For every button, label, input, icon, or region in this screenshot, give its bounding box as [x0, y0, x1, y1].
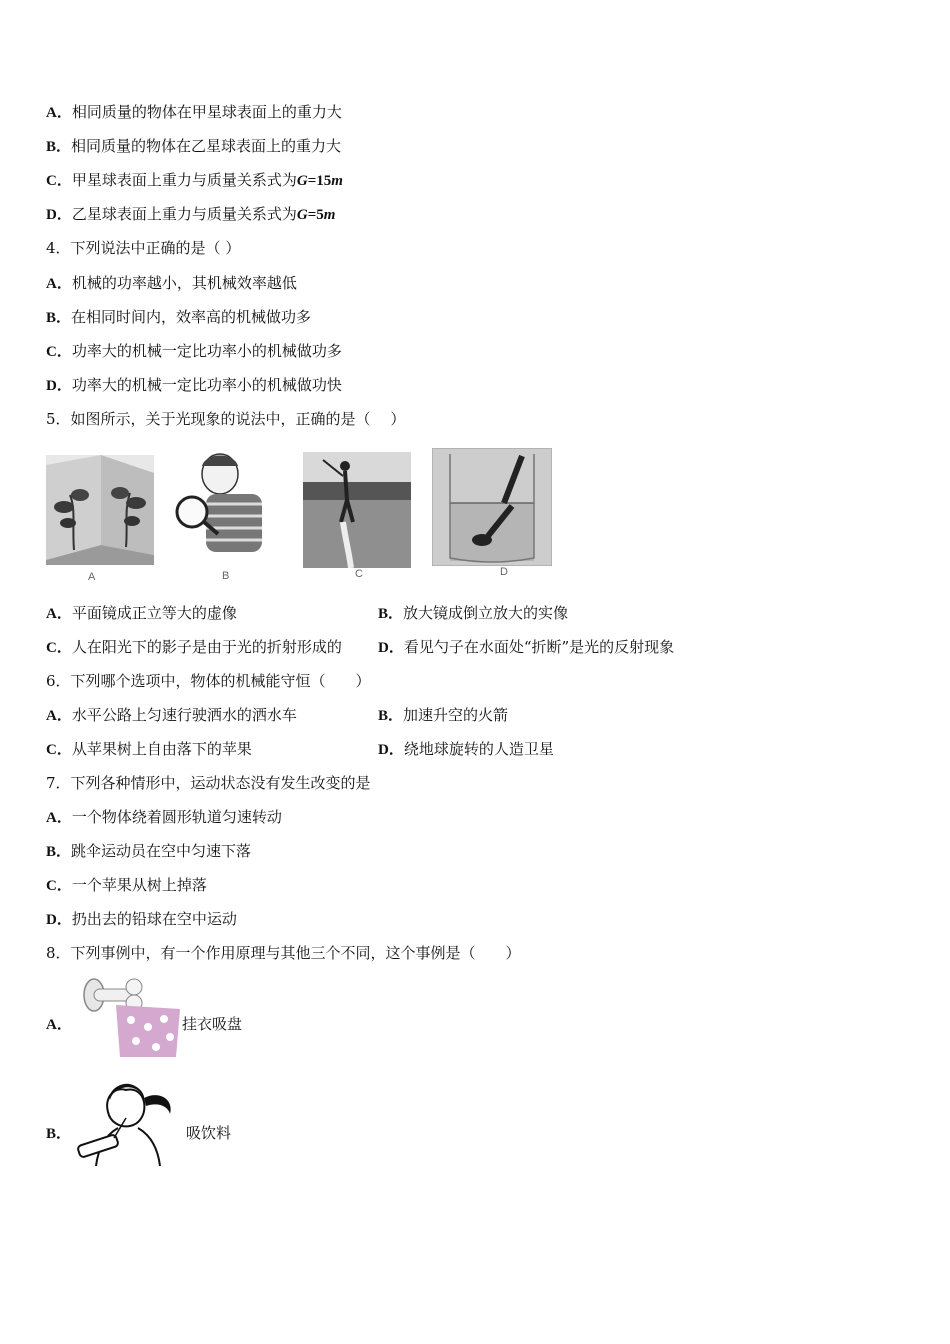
q7-stem: 7．下列各种情形中，运动状态没有发生改变的是	[46, 774, 371, 792]
q6-option-b	[378, 705, 508, 726]
q6-stem: 6．下列哪个选项中，物体的机械能守恒（ ）	[46, 672, 371, 690]
option-text: 甲星球表面上重力与质量关系式为	[71, 171, 297, 189]
q7-option-d	[46, 909, 237, 930]
option-text: 在相同时间内，效率高的机械做功多	[71, 308, 312, 326]
option-label: C．	[46, 742, 72, 758]
girl-drinking-illustration	[74, 1080, 184, 1170]
q4-option-b	[46, 307, 311, 328]
option-label: B．	[46, 1126, 72, 1142]
formula-g: G	[296, 173, 308, 189]
option-label: C．	[46, 173, 72, 189]
figure-d-spoon-in-water	[432, 448, 552, 578]
formula-g: G	[296, 207, 308, 223]
q4-option-a	[46, 273, 297, 294]
option-text: 功率大的机械一定比功率小的机械做功快	[71, 376, 342, 394]
suction-hook-towel-illustration	[76, 975, 181, 1059]
option-label: B．	[46, 310, 72, 326]
option-text: 看见勺子在水面处“折断”是光的反射现象	[403, 638, 675, 656]
option-text: 相同质量的物体在乙星球表面上的重力大	[71, 137, 342, 155]
q6-option-d	[378, 739, 554, 760]
option-label: B．	[46, 139, 72, 155]
option-text: 放大镜成倒立放大的实像	[403, 604, 569, 622]
q4-stem: 4．下列说法中正确的是（ ）	[46, 239, 241, 257]
q5-stem: 5．如图所示，关于光现象的说法中，正确的是（ ）	[46, 410, 406, 428]
option-text: 功率大的机械一定比功率小的机械做功多	[71, 342, 342, 360]
option-label: D．	[378, 742, 404, 758]
q8-option-b-label	[46, 1123, 71, 1144]
option-label: A．	[46, 606, 72, 622]
q3-option-b	[46, 136, 341, 157]
option-label: B．	[378, 606, 404, 622]
option-label: D．	[378, 640, 404, 656]
q8-option-a-text: 挂衣吸盘	[182, 1015, 243, 1033]
q5-option-c	[46, 637, 342, 658]
q6-option-a	[46, 705, 297, 726]
formula-rest: =5	[307, 207, 324, 223]
q4-option-c	[46, 341, 342, 362]
formula-rest: =15	[307, 173, 332, 189]
q5-option-b	[378, 603, 568, 624]
option-label: C．	[46, 640, 72, 656]
figure-a-plant-mirror	[46, 455, 154, 583]
q8-option-b-text: 吸饮料	[186, 1124, 232, 1142]
q7-option-b	[46, 841, 251, 862]
option-label: D．	[46, 207, 72, 223]
q3-option-a	[46, 102, 342, 123]
q5-option-d	[378, 637, 674, 658]
option-text: 扔出去的铅球在空中运动	[71, 910, 237, 928]
figure-label: D	[500, 566, 508, 578]
option-text: 人在阳光下的影子是由于光的折射形成的	[71, 638, 342, 656]
option-label: A．	[46, 810, 72, 826]
option-text: 一个苹果从树上掉落	[71, 876, 207, 894]
option-text: 相同质量的物体在甲星球表面上的重力大	[71, 103, 342, 121]
option-text: 机械的功率越小，其机械效率越低	[71, 274, 297, 292]
q8-stem: 8．下列事例中，有一个作用原理与其他三个不同，这个事例是（ ）	[46, 944, 521, 962]
option-text: 绕地球旋转的人造卫星	[403, 740, 554, 758]
figure-label: C	[355, 568, 363, 580]
option-label: A．	[46, 1017, 72, 1033]
option-label: C．	[46, 878, 72, 894]
formula-m: m	[323, 207, 336, 223]
option-text: 从苹果树上自由落下的苹果	[71, 740, 252, 758]
option-text: 一个物体绕着圆形轨道匀速转动	[71, 808, 282, 826]
option-text: 平面镜成正立等大的虚像	[71, 604, 237, 622]
option-label: D．	[46, 912, 72, 928]
option-text: 水平公路上匀速行驶洒水的洒水车	[71, 706, 297, 724]
option-label: A．	[46, 708, 72, 724]
option-label: B．	[378, 708, 404, 724]
q4-option-d	[46, 375, 342, 396]
q7-option-c	[46, 875, 207, 896]
option-label: A．	[46, 276, 72, 292]
q6-option-c	[46, 739, 252, 760]
option-text: 加速升空的火箭	[403, 706, 509, 724]
option-label: C．	[46, 344, 72, 360]
figure-label: A	[88, 571, 96, 583]
q7-option-a	[46, 807, 282, 828]
q3-option-d	[46, 204, 335, 225]
option-label: D．	[46, 378, 72, 394]
q8-option-a-label	[46, 1014, 72, 1035]
figure-c-golfer-shadow	[303, 452, 411, 580]
figure-label: B	[222, 570, 230, 582]
q3-option-c	[46, 170, 343, 191]
option-label: A．	[46, 105, 72, 121]
formula-m: m	[331, 173, 343, 189]
q5-option-a	[46, 603, 237, 624]
option-text: 跳伞运动员在空中匀速下落	[71, 842, 252, 860]
option-text: 乙星球表面上重力与质量关系式为	[71, 205, 297, 223]
option-label: B．	[46, 844, 72, 860]
figure-b-boy-magnifier	[170, 452, 280, 582]
